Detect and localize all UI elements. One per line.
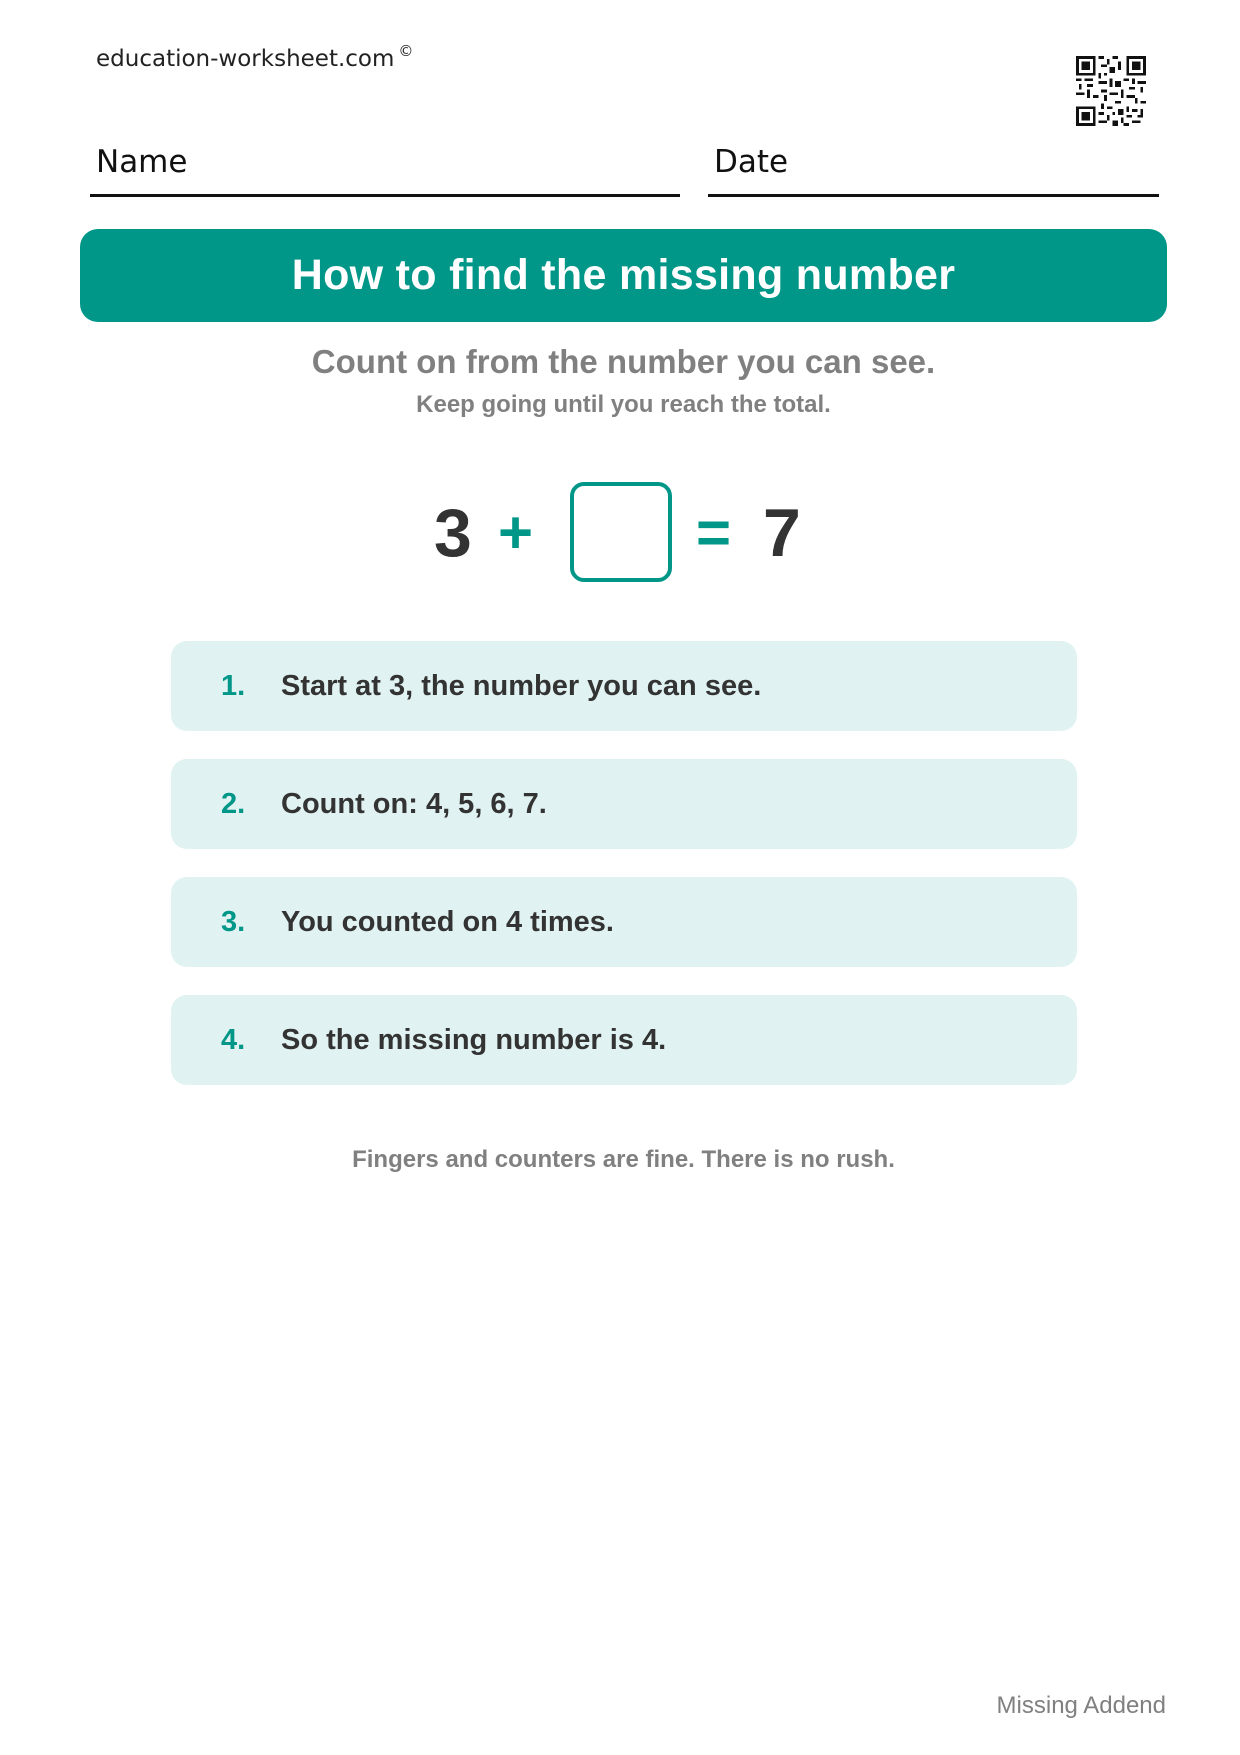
step-text: Start at 3, the number you can see. bbox=[281, 670, 762, 702]
step-number: 4. bbox=[221, 1024, 246, 1056]
intro-line-1: Count on from the number you can see. bbox=[311, 343, 936, 380]
page-title: How to find the missing number bbox=[291, 251, 956, 299]
site-url: education-worksheet.com bbox=[96, 46, 395, 72]
equation-total: 7 bbox=[763, 495, 801, 571]
step-number: 3. bbox=[221, 906, 246, 938]
step-text: Count on: 4, 5, 6, 7. bbox=[281, 788, 547, 820]
step-text: You counted on 4 times. bbox=[281, 906, 614, 938]
step-card bbox=[171, 641, 1077, 731]
date-label: Date bbox=[714, 144, 789, 180]
copyright-mark: © bbox=[398, 42, 414, 60]
equation-addend: 3 bbox=[434, 495, 472, 571]
qr-code-icon bbox=[1076, 56, 1146, 126]
name-field[interactable] bbox=[90, 140, 680, 197]
step-card bbox=[171, 759, 1077, 849]
step-text: So the missing number is 4. bbox=[281, 1024, 667, 1056]
date-field[interactable] bbox=[708, 140, 1159, 197]
missing-number-box[interactable] bbox=[570, 482, 672, 582]
step-number: 2. bbox=[221, 788, 246, 820]
step-number: 1. bbox=[221, 670, 246, 702]
step-card bbox=[171, 877, 1077, 967]
equation-plus: + bbox=[498, 499, 534, 566]
intro-line-2: Keep going until you reach the total. bbox=[416, 391, 831, 418]
equation-equals: = bbox=[696, 499, 732, 566]
site-name bbox=[96, 42, 414, 72]
name-label: Name bbox=[96, 144, 188, 180]
encouragement-note: Fingers and counters are fine. There is no rush. bbox=[352, 1146, 895, 1173]
worksheet-topic: Missing Addend bbox=[996, 1692, 1166, 1719]
step-card bbox=[171, 995, 1077, 1085]
title-banner bbox=[80, 229, 1167, 322]
